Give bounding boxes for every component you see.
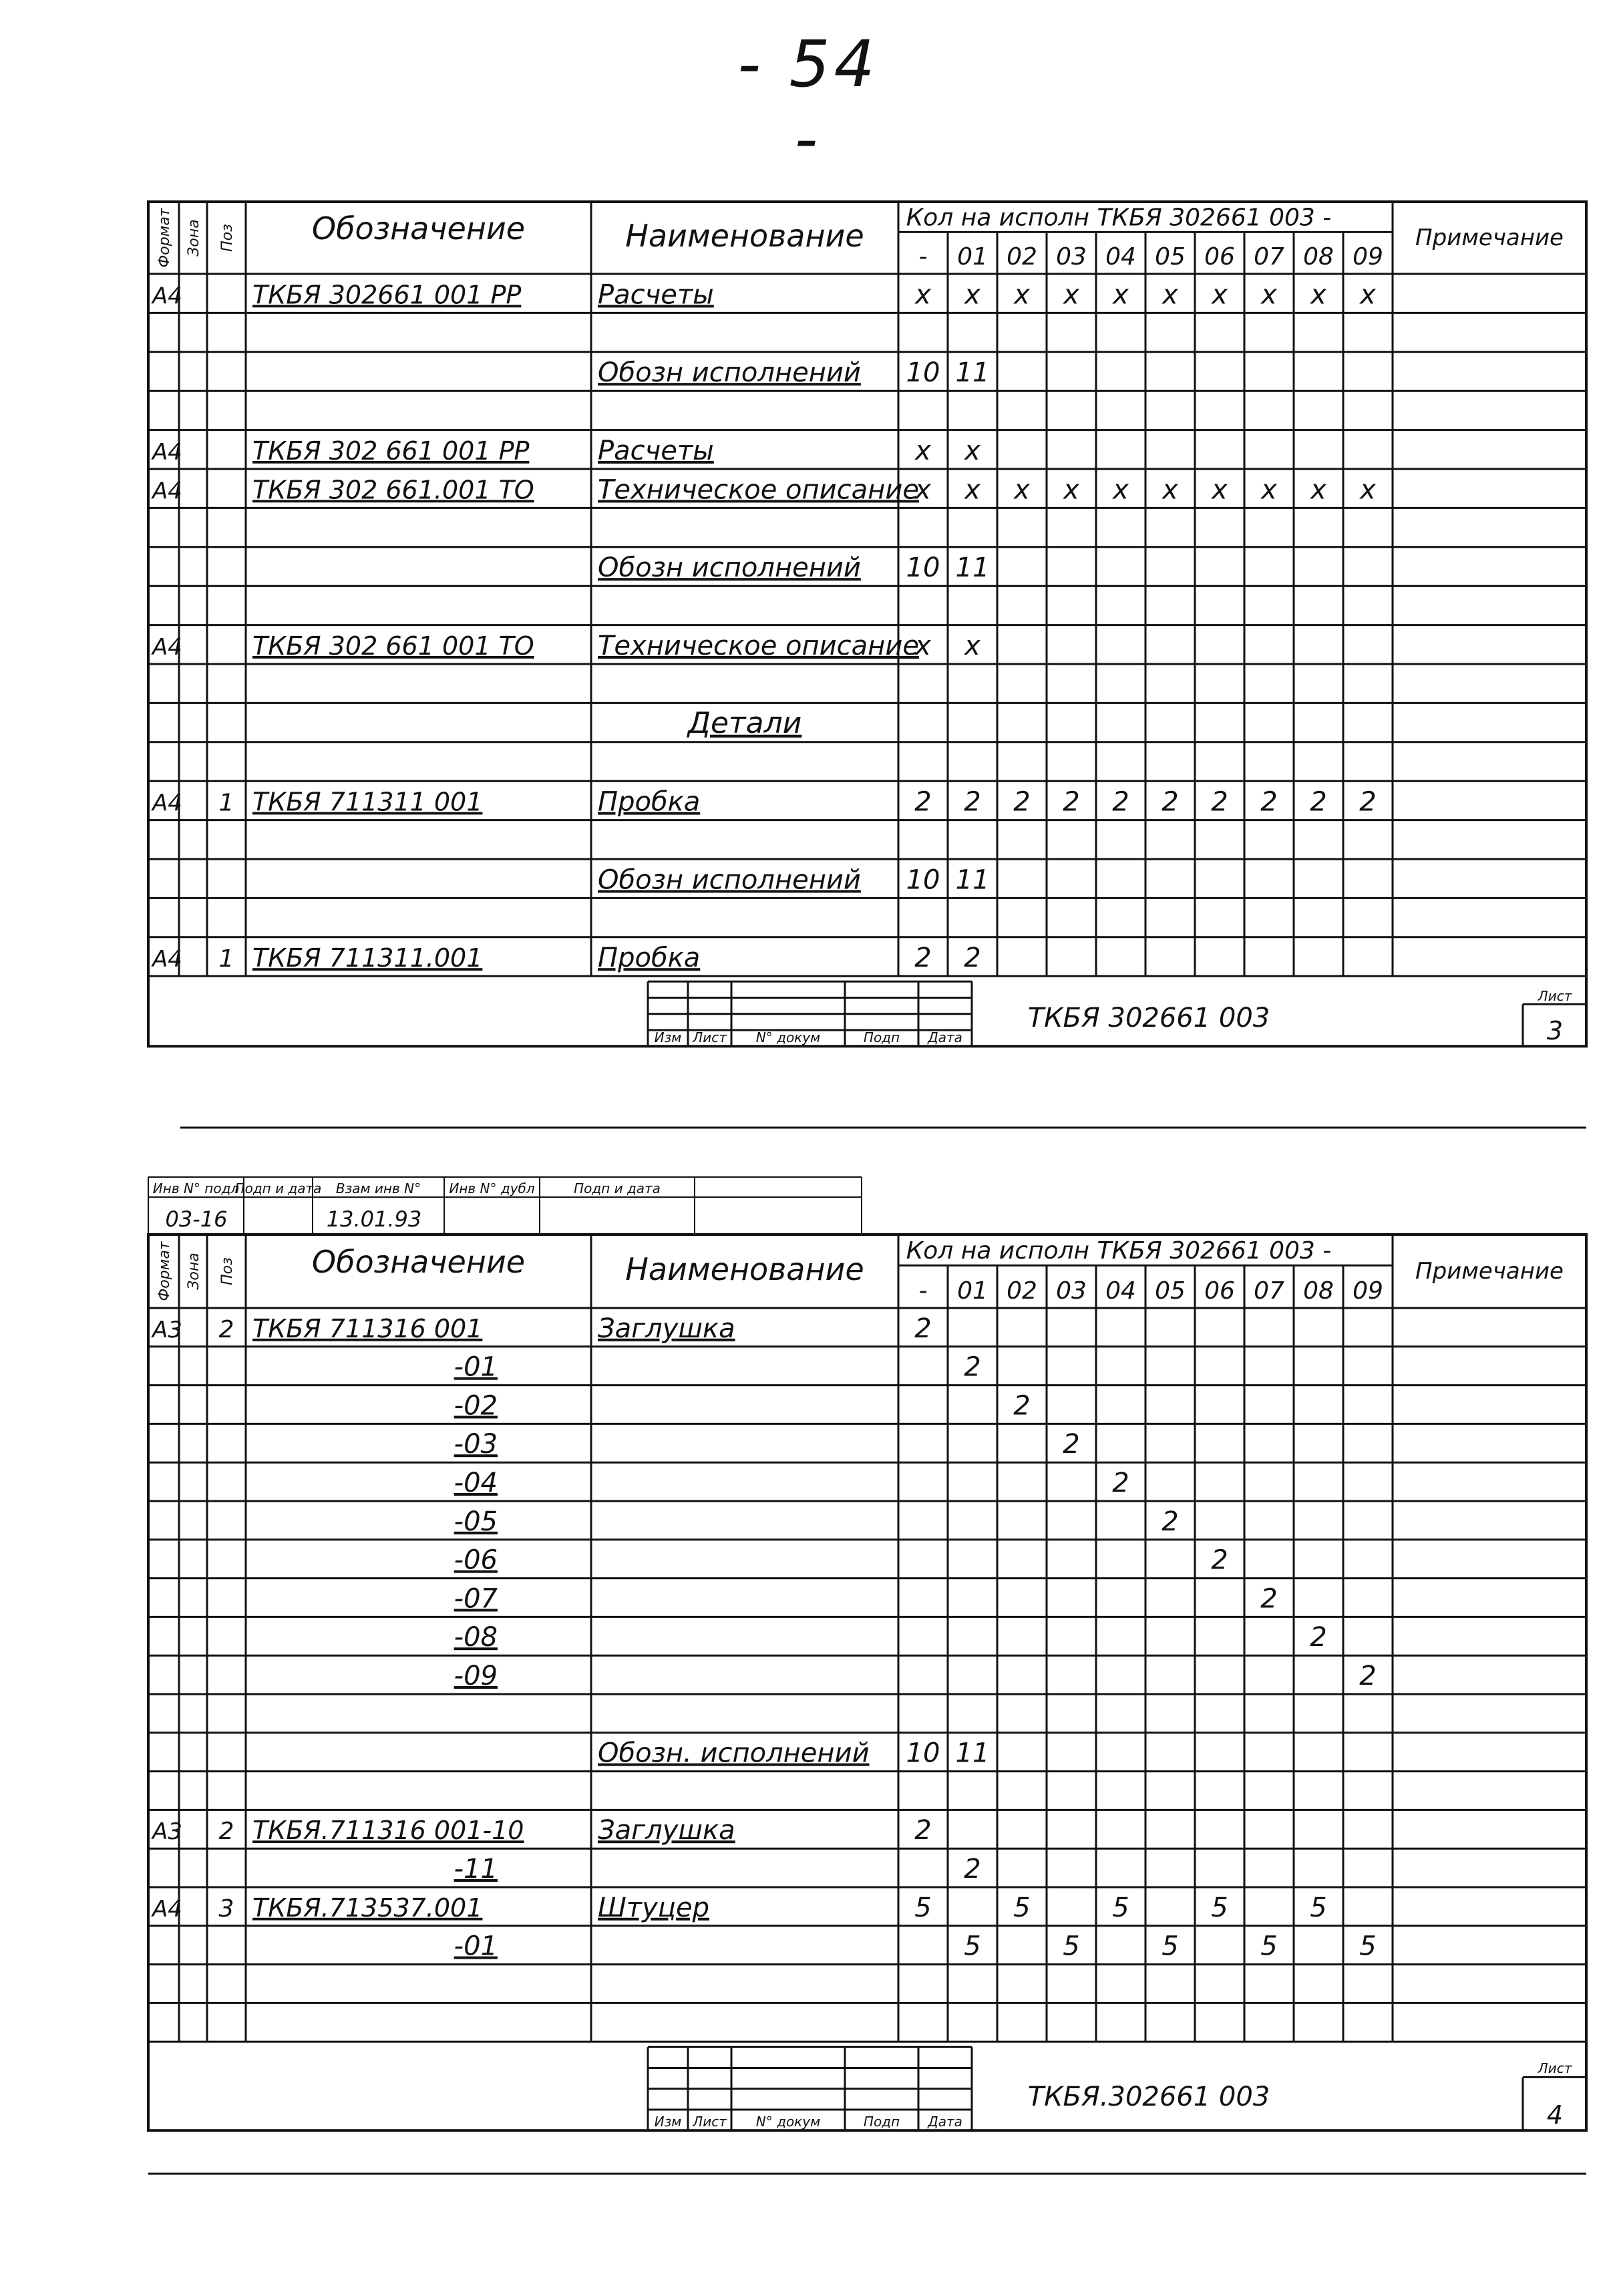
- header-qty-col: 01: [957, 243, 988, 271]
- cell-qty: 2: [914, 943, 932, 974]
- cell-designation: -04: [454, 1468, 498, 1498]
- cell-qty: x: [1063, 474, 1079, 506]
- stamp-label: Подп: [863, 2114, 900, 2130]
- cell-qty: 10: [906, 1738, 940, 1769]
- cell-pos: 2: [218, 1315, 234, 1343]
- cell-format: А4: [152, 946, 182, 973]
- cell-designation: -06: [454, 1544, 498, 1576]
- cell-qty: 11: [955, 864, 990, 896]
- cell-name: Обозн исполнений: [598, 864, 861, 896]
- table-row: [148, 1661, 1586, 1694]
- table-row: [148, 1506, 1586, 1540]
- cell-qty: 2: [1013, 786, 1031, 818]
- cell-name: Обозн исполнений: [598, 357, 861, 389]
- cell-qty: x: [915, 436, 931, 466]
- header-note: Примечание: [1415, 224, 1564, 251]
- table-row: [148, 474, 1586, 508]
- cell-name: Техническое описание: [598, 474, 919, 506]
- cell-qty: 5: [1112, 1892, 1129, 1923]
- cell-designation: ТКБЯ.711316 001-10: [252, 1816, 524, 1846]
- cell-name: Пробка: [598, 943, 701, 974]
- cell-pos: 3: [218, 1895, 234, 1923]
- cell-qty: 5: [1063, 1931, 1080, 1962]
- cell-qty: 5: [1260, 1931, 1278, 1962]
- cell-qty: x: [1014, 474, 1030, 506]
- table-row: [148, 943, 1586, 976]
- cell-qty: x: [1113, 279, 1129, 311]
- cell-qty: 2: [1211, 1544, 1228, 1576]
- header-pos: Поз: [219, 1257, 236, 1285]
- side-stamp-label: Подп и дата: [574, 1180, 661, 1196]
- cell-pos: 1: [218, 945, 234, 973]
- cell-designation: ТКБЯ 302 661 001 РР: [252, 436, 530, 466]
- cell-name: Штуцер: [598, 1892, 709, 1923]
- table-row: [148, 279, 1586, 313]
- side-stamp: [148, 1177, 862, 1235]
- cell-qty: x: [1113, 474, 1129, 506]
- cell-qty: 2: [1063, 1429, 1080, 1460]
- side-stamp-value: 03-16: [165, 1206, 228, 1232]
- cell-qty: 11: [955, 357, 990, 389]
- cell-name: Обозн исполнений: [598, 552, 861, 584]
- header-qty-col: 09: [1353, 1277, 1383, 1305]
- cell-designation: -02: [454, 1390, 498, 1422]
- table-row: [148, 1545, 1586, 1579]
- cell-qty: 2: [1260, 786, 1278, 818]
- stamp-label: Изм: [654, 1029, 682, 1046]
- cell-format: А4: [152, 790, 182, 817]
- stamp-sheet-number: 4: [1546, 2100, 1564, 2130]
- page-number: - 54 -: [737, 27, 879, 176]
- header-qty-col: 08: [1303, 243, 1334, 271]
- cell-qty: 11: [955, 552, 990, 584]
- cell-qty: 5: [1161, 1931, 1179, 1962]
- cell-name-heading: Детали: [687, 705, 802, 740]
- cell-qty: 2: [964, 1351, 981, 1383]
- stamp-label: N° докум: [755, 1029, 821, 1046]
- header-qty-col: 05: [1155, 1277, 1186, 1305]
- table-row: [148, 1313, 1586, 1347]
- side-stamp-label: Инв N° дубл: [449, 1180, 535, 1196]
- header-qty-col: 09: [1353, 243, 1383, 271]
- cell-qty: x: [1360, 279, 1376, 311]
- cell-format: А4: [152, 283, 182, 310]
- cell-qty: x: [1310, 474, 1326, 506]
- cell-qty: x: [1063, 279, 1079, 311]
- header-qty-col: 07: [1254, 1277, 1284, 1305]
- title-block: [648, 981, 1586, 1046]
- header-qty-col: 06: [1204, 1277, 1235, 1305]
- side-stamp-label: Подп и дата: [234, 1180, 322, 1196]
- cell-designation: -09: [454, 1661, 498, 1691]
- stamp-sheet-label: Лист: [1538, 2060, 1572, 2076]
- header-qty-col: 04: [1105, 243, 1136, 271]
- header-note: Примечание: [1415, 1258, 1564, 1285]
- stamp-sheet-number: 3: [1546, 1016, 1564, 1046]
- cell-qty: 2: [964, 786, 981, 818]
- header-designation: Обозначение: [311, 1244, 526, 1281]
- cell-qty: 2: [1112, 786, 1129, 818]
- cell-qty: x: [1014, 279, 1030, 311]
- stamp-label: Лист: [693, 1029, 727, 1046]
- cell-designation: ТКБЯ.713537.001: [252, 1893, 483, 1923]
- cell-qty: x: [915, 631, 931, 661]
- cell-qty: 2: [1359, 1661, 1377, 1691]
- cell-name: Расчеты: [598, 279, 714, 311]
- cell-designation: ТКБЯ 711316 001: [252, 1313, 483, 1343]
- cell-name: Техническое описание: [598, 631, 919, 661]
- stamp-label: Лист: [693, 2114, 727, 2130]
- cell-qty: 2: [1161, 1506, 1179, 1537]
- cell-format: А4: [152, 634, 182, 661]
- table-row: [148, 1931, 1586, 1965]
- cell-qty: 5: [914, 1892, 932, 1923]
- header-name: Наименование: [625, 217, 864, 254]
- cell-designation: -03: [454, 1429, 498, 1460]
- cell-qty: 2: [1310, 1622, 1327, 1653]
- header-qty-col: -: [918, 243, 928, 271]
- cell-qty: x: [964, 436, 980, 466]
- cell-qty: x: [1212, 279, 1228, 311]
- header-qty-title: Кол на исполн ТКБЯ 302661 003 -: [906, 204, 1332, 232]
- table-row: [148, 1390, 1586, 1424]
- cell-designation: -11: [454, 1854, 498, 1884]
- header-qty-col: -: [918, 1277, 928, 1305]
- cell-format: А4: [152, 1895, 182, 1923]
- cell-qty: x: [964, 474, 980, 506]
- cell-qty: 2: [1211, 786, 1228, 818]
- stamp-label: Дата: [928, 1029, 962, 1046]
- cell-qty: x: [1310, 279, 1326, 311]
- table-row: [148, 864, 1586, 898]
- cell-pos: 2: [218, 1818, 234, 1846]
- header-pos: Поз: [219, 224, 236, 252]
- cell-format: А3: [152, 1818, 182, 1846]
- cell-name: Расчеты: [598, 436, 714, 466]
- cell-qty: 11: [955, 1738, 990, 1769]
- header-qty-col: 05: [1155, 243, 1186, 271]
- stamp-document: ТКБЯ.302661 003: [1027, 2081, 1270, 2112]
- stamp-label: Изм: [654, 2114, 682, 2130]
- cell-designation: ТКБЯ 302 661.001 ТО: [252, 475, 534, 505]
- stamp-label: N° докум: [755, 2114, 821, 2130]
- stamp-document: ТКБЯ 302661 003: [1027, 1002, 1270, 1033]
- cell-designation: ТКБЯ 711311 001: [252, 787, 483, 817]
- cell-qty: 5: [1310, 1892, 1327, 1923]
- cell-designation: ТКБЯ 302 661 001 ТО: [252, 631, 534, 661]
- cell-name: Пробка: [598, 786, 701, 818]
- table-row: [148, 552, 1586, 586]
- title-block: [648, 2047, 1586, 2130]
- header-qty-col: 03: [1056, 243, 1087, 271]
- cell-qty: 2: [964, 943, 981, 974]
- header-qty-col: 06: [1204, 243, 1235, 271]
- cell-format: А3: [152, 1316, 182, 1343]
- header-qty-col: 02: [1007, 1277, 1037, 1305]
- side-stamp-value: 13.01.93: [326, 1206, 422, 1232]
- table-row: [148, 357, 1586, 391]
- cell-qty: 10: [906, 864, 940, 896]
- cell-qty: 2: [1161, 786, 1179, 818]
- cell-name: Заглушка: [598, 1313, 735, 1344]
- cell-qty: 10: [906, 552, 940, 584]
- header-qty-col: 01: [957, 1277, 988, 1305]
- header-qty-col: 04: [1105, 1277, 1136, 1305]
- cell-designation: -08: [454, 1622, 498, 1653]
- header-format: Формат: [156, 208, 173, 268]
- cell-qty: x: [964, 279, 980, 311]
- cell-qty: 5: [1013, 1892, 1031, 1923]
- cell-qty: x: [915, 474, 931, 506]
- cell-format: А4: [152, 439, 182, 466]
- cell-qty: 10: [906, 357, 940, 389]
- header-name: Наименование: [625, 1251, 864, 1288]
- cell-designation: -01: [454, 1931, 498, 1962]
- cell-qty: 2: [1112, 1468, 1129, 1498]
- cell-qty: 2: [914, 786, 932, 818]
- cell-qty: 2: [964, 1854, 981, 1884]
- table-row: [148, 1738, 1586, 1772]
- cell-qty: 5: [964, 1931, 981, 1962]
- cell-pos: 1: [218, 789, 234, 817]
- header-zone: Зона: [186, 219, 202, 257]
- table-row: [148, 1583, 1586, 1617]
- table-row: [148, 1429, 1586, 1462]
- table-row: [148, 436, 1586, 469]
- header-qty-title: Кол на исполн ТКБЯ 302661 003 -: [906, 1237, 1332, 1265]
- cell-designation: -05: [454, 1506, 498, 1537]
- cell-format: А4: [152, 478, 182, 505]
- cell-qty: 2: [1310, 786, 1327, 818]
- table-row: [148, 1622, 1586, 1655]
- cell-name: Заглушка: [598, 1815, 735, 1846]
- cell-qty: 2: [1260, 1583, 1278, 1615]
- header-designation: Обозначение: [311, 210, 526, 247]
- cell-name: Обозн. исполнений: [598, 1738, 870, 1769]
- cell-designation: ТКБЯ 711311.001: [252, 943, 483, 973]
- sheet-1: [148, 202, 1586, 1046]
- cell-qty: x: [1360, 474, 1376, 506]
- stamp-label: Дата: [928, 2114, 962, 2130]
- table-row: [148, 1815, 1586, 1848]
- table-row: [148, 1352, 1586, 1385]
- cell-qty: x: [1261, 279, 1277, 311]
- cell-qty: 2: [1359, 786, 1377, 818]
- cell-qty: 5: [1359, 1931, 1377, 1962]
- table-row: [148, 706, 1586, 742]
- header-qty-col: 03: [1056, 1277, 1087, 1305]
- table-row: [148, 787, 1586, 820]
- side-stamp-label: Инв N° подл: [152, 1180, 240, 1196]
- sheet-2: [148, 1235, 1586, 2130]
- cell-qty: 2: [1013, 1390, 1031, 1422]
- table-row: [148, 1854, 1586, 1887]
- header-format: Формат: [156, 1241, 173, 1301]
- cell-qty: x: [915, 279, 931, 311]
- header-qty-col: 02: [1007, 243, 1037, 271]
- cell-qty: 2: [1063, 786, 1080, 818]
- cell-designation: -01: [454, 1351, 498, 1383]
- cell-qty: x: [1212, 474, 1228, 506]
- cell-qty: 2: [914, 1313, 932, 1344]
- stamp-sheet-label: Лист: [1538, 987, 1572, 1004]
- cell-qty: x: [964, 631, 980, 661]
- table-row: [148, 1893, 1586, 1926]
- cell-qty: x: [1162, 279, 1178, 311]
- cell-qty: x: [1261, 474, 1277, 506]
- cell-qty: 2: [914, 1815, 932, 1846]
- cell-designation: -07: [454, 1583, 498, 1615]
- side-stamp-label: Взам инв N°: [335, 1180, 421, 1196]
- header-qty-col: 07: [1254, 243, 1284, 271]
- header-qty-col: 08: [1303, 1277, 1334, 1305]
- stamp-label: Подп: [863, 1029, 900, 1046]
- cell-qty: 5: [1211, 1892, 1228, 1923]
- table-row: [148, 1468, 1586, 1501]
- header-zone: Зона: [186, 1253, 202, 1290]
- table-row: [148, 631, 1586, 664]
- cell-designation: ТКБЯ 302661 001 РР: [252, 280, 522, 310]
- cell-qty: x: [1162, 474, 1178, 506]
